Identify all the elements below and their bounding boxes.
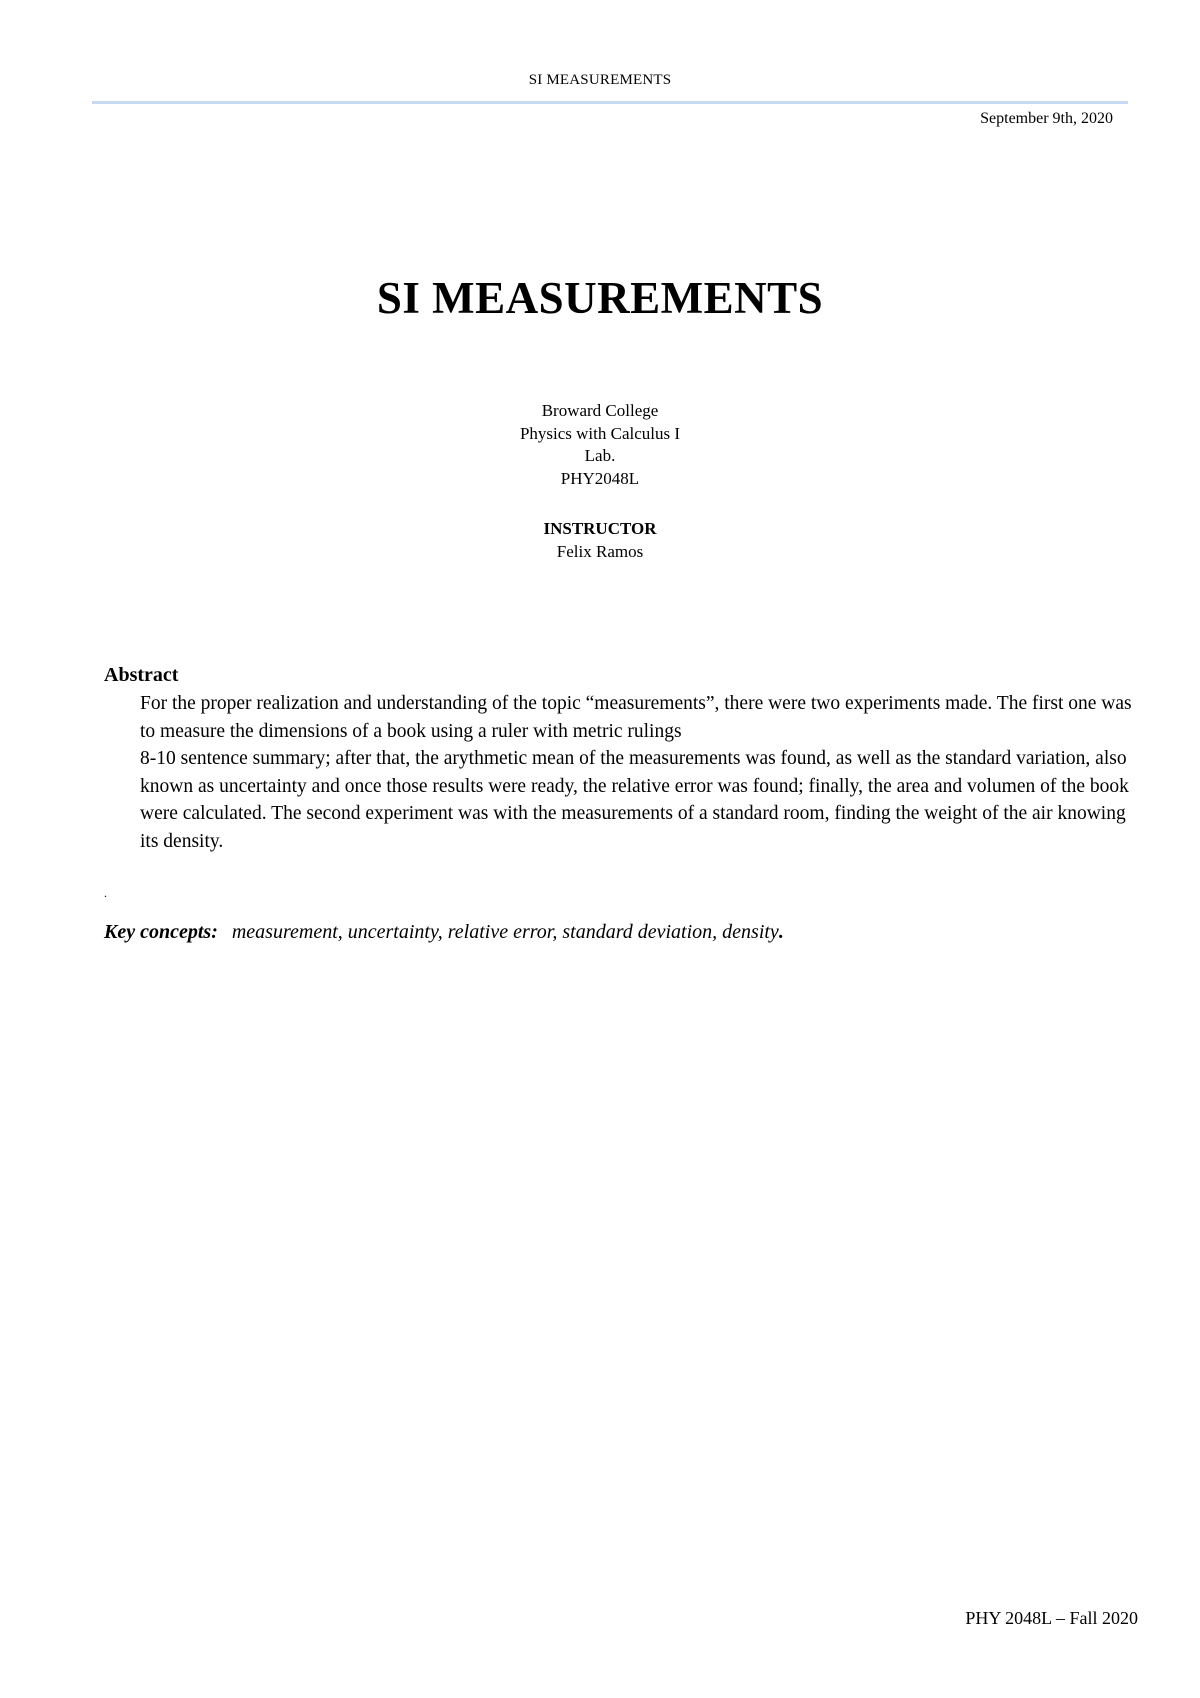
instructor-name: Felix Ramos [556,541,644,561]
instructor-label: INSTRUCTOR [543,519,657,538]
stray-mark: . [104,886,107,900]
key-concepts [104,921,784,944]
affiliation-course-code: PHY2048L [560,468,640,488]
affiliation-block [0,400,1200,490]
key-concepts-list: measurement, uncertainty, relative error, standard deviation, density [231,921,779,943]
abstract-body [140,690,1136,855]
abstract-heading: Abstract [104,664,179,686]
document-title: SI MEASUREMENTS [376,273,824,323]
key-concepts-terminator: . [778,921,784,943]
affiliation-course-name: Physics with Calculus I [519,423,681,443]
instructor-block [0,518,1200,563]
abstract-paragraph: For the proper realization and understanding of the topic “measurements”, there were two experiments made. The first one was to measure the dimensions of a book using a ruler with metric rulings [140,693,1132,742]
running-header: SI MEASUREMENTS [528,72,672,88]
abstract-paragraph: 8-10 sentence summary; after that, the arythmetic mean of the measurements was found, as well as the standard variation, also known as uncertainty and once those results were ready, the relative error was found; finally, the area and volumen of the book were calculated. The second experiment was with the measurements of a standard room, finding the weight of the air knowing its density. [140,748,1129,852]
page-footer: PHY 2048L – Fall 2020 [965,1608,1138,1628]
key-concepts-label: Key concepts: [104,921,218,943]
affiliation-course-type: Lab. [584,446,616,465]
affiliation-college: Broward College [541,401,659,420]
document-date: September 9th, 2020 [980,110,1113,127]
header-rule [92,101,1128,104]
